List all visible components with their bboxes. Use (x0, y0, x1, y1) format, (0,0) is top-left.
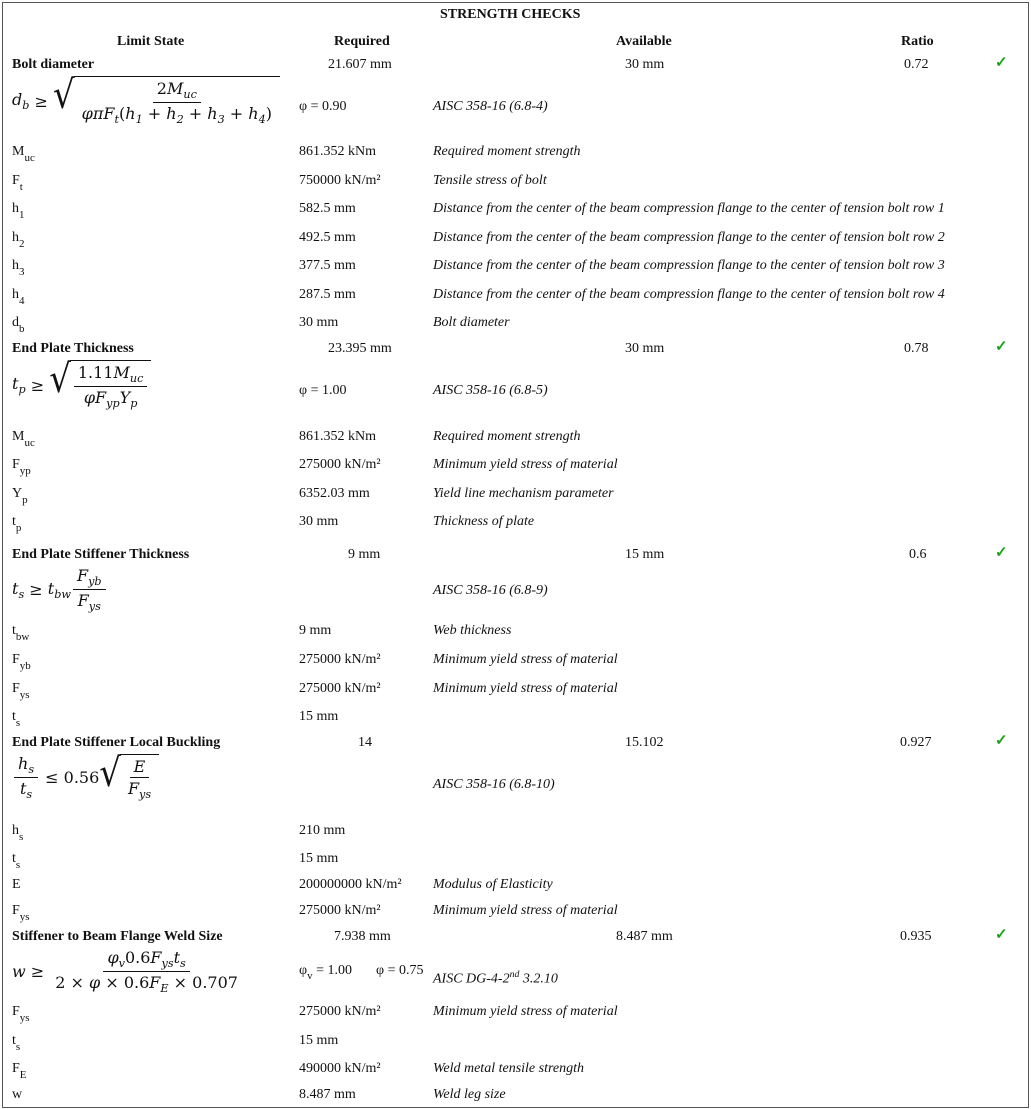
row-value: 15 mm (299, 709, 339, 724)
phi-value: φ = 1.00 (299, 383, 347, 398)
symbol: $h_s$ (12, 823, 24, 843)
header-ratio: Ratio (901, 34, 934, 49)
row-value: 861.352 kNm (299, 144, 376, 159)
symbol: $t_p$ (12, 514, 22, 534)
symbol: $F_{ys}$ (12, 681, 30, 701)
symbol: $F_{yb}$ (12, 652, 31, 672)
symbol: $Y_p$ (12, 486, 28, 506)
row-value: 8.487 mm (299, 1087, 356, 1102)
required-value: 21.607 mm (328, 57, 392, 72)
row-description: Minimum yield stress of material (433, 457, 618, 472)
symbol: $F_{ys}$ (12, 1004, 30, 1024)
row-description: Distance from the center of the beam compression flange to the center of tension bolt row 1 (433, 201, 945, 216)
required-value: 7.938 mm (334, 929, 391, 944)
row-value: 30 mm (299, 514, 339, 529)
row-description: Required moment strength (433, 144, 581, 159)
row-value: 30 mm (299, 315, 339, 330)
check-mark-icon: ✓ (995, 55, 1008, 71)
row-value: 377.5 mm (299, 258, 356, 273)
section-title: End Plate Stiffener Local Buckling (12, 735, 221, 750)
reference: AISC DG-4-2nd 3.2.10 (433, 969, 558, 987)
row-value: 275000 kN/m² (299, 652, 381, 667)
available-value: 30 mm (625, 57, 665, 72)
row-value: 9 mm (299, 623, 332, 638)
required-value: 23.395 mm (328, 341, 392, 356)
header-required: Required (334, 34, 390, 49)
reference: AISC 358-16 (6.8-10) (433, 777, 555, 792)
equation-stiffener-thickness: $t_s$ ≥ $t_{bw}$ $\frac{F_{yb}}{F_{ys}}$ (12, 566, 108, 613)
row-value: 861.352 kNm (299, 429, 376, 444)
row-description: Weld leg size (433, 1087, 506, 1102)
row-value: 287.5 mm (299, 287, 356, 302)
section-title: Bolt diameter (12, 57, 95, 72)
available-value: 8.487 mm (616, 929, 673, 944)
phi-value: φ = 0.75 (376, 963, 424, 978)
row-value: 6352.03 mm (299, 486, 370, 501)
symbol: $d_b$ (12, 315, 25, 335)
check-mark-icon: ✓ (995, 733, 1008, 749)
symbol: $M_{uc}$ (12, 144, 35, 164)
row-value: 492.5 mm (299, 230, 356, 245)
ratio-value: 0.927 (900, 735, 932, 750)
header-limit-state: Limit State (117, 34, 185, 49)
row-value: 275000 kN/m² (299, 681, 381, 696)
equation-local-buckling: $\frac{h_s}{t_s}$ ≤ 0.56 √ $\frac{E}{F_{ys}}$ (12, 754, 159, 801)
symbol: $t_s$ (12, 709, 21, 729)
row-value: 200000000 kN/m² (299, 877, 402, 892)
symbol: $h_2$ (12, 230, 25, 250)
phi-v-value: $\varphi_v = 1.00$ (299, 963, 352, 982)
symbol: $t_{bw}$ (12, 623, 30, 643)
symbol: $h_4$ (12, 287, 25, 307)
row-description: Bolt diameter (433, 315, 510, 330)
row-value: 275000 kN/m² (299, 457, 381, 472)
row-description: Thickness of plate (433, 514, 535, 529)
symbol: E (12, 877, 21, 892)
available-value: 15.102 (625, 735, 664, 750)
row-value: 582.5 mm (299, 201, 356, 216)
row-description: Tensile stress of bolt (433, 173, 547, 188)
page-title: STRENGTH CHECKS (440, 7, 581, 22)
row-value: 15 mm (299, 1033, 339, 1048)
row-description: Required moment strength (433, 429, 581, 444)
check-mark-icon: ✓ (995, 339, 1008, 355)
row-description: Modulus of Elasticity (433, 877, 553, 892)
check-mark-icon: ✓ (995, 545, 1008, 561)
symbol: $F_t$ (12, 173, 23, 193)
row-description: Distance from the center of the beam compression flange to the center of tension bolt row 4 (433, 287, 945, 302)
row-description: Minimum yield stress of material (433, 903, 618, 918)
row-value: 210 mm (299, 823, 346, 838)
row-description: Minimum yield stress of material (433, 652, 618, 667)
required-value: 9 mm (348, 547, 381, 562)
row-value: 275000 kN/m² (299, 1004, 381, 1019)
reference: AISC 358-16 (6.8-9) (433, 583, 548, 598)
symbol: w (12, 1087, 23, 1102)
row-value: 15 mm (299, 851, 339, 866)
symbol: $t_s$ (12, 851, 21, 871)
symbol: $F_{ys}$ (12, 903, 30, 923)
section-title: Stiffener to Beam Flange Weld Size (12, 929, 223, 944)
header-available: Available (616, 34, 672, 49)
row-description: Minimum yield stress of material (433, 681, 618, 696)
ratio-value: 0.6 (909, 547, 927, 562)
reference: AISC 358-16 (6.8-4) (433, 99, 548, 114)
row-description: Minimum yield stress of material (433, 1004, 618, 1019)
reference: AISC 358-16 (6.8-5) (433, 383, 548, 398)
row-value: 275000 kN/m² (299, 903, 381, 918)
row-description: Distance from the center of the beam compression flange to the center of tension bolt row 2 (433, 230, 945, 245)
symbol: $F_E$ (12, 1061, 27, 1081)
section-title: End Plate Stiffener Thickness (12, 547, 190, 562)
available-value: 15 mm (625, 547, 665, 562)
equation-end-plate-thickness: $t_p$ ≥ √ $\frac{1.11M_{uc}}{\varphi F_{yp}Y_p}$ (12, 360, 151, 410)
row-description: Weld metal tensile strength (433, 1061, 584, 1076)
symbol: $F_{yp}$ (12, 457, 31, 477)
row-description: Yield line mechanism parameter (433, 486, 614, 501)
equation-bolt-diameter: $d_b$ ≥ √ $\frac{2M_{uc}}{\varphi\pi F_t(h_1 + h_2 + h_3 + h_4)}$ (12, 76, 280, 126)
symbol: $t_s$ (12, 1033, 21, 1053)
section-title: End Plate Thickness (12, 341, 134, 356)
ratio-value: 0.935 (900, 929, 932, 944)
equation-weld-size: w ≥ $\frac{\varphi_v0.6F_{ys}t_s}{2 \times \varphi \times 0.6F_E \times 0.707}$ (12, 948, 238, 996)
row-description: Web thickness (433, 623, 512, 638)
row-value: 750000 kN/m² (299, 173, 381, 188)
row-description: Distance from the center of the beam compression flange to the center of tension bolt row 3 (433, 258, 945, 273)
ratio-value: 0.78 (904, 341, 929, 356)
symbol: $M_{uc}$ (12, 429, 35, 449)
check-mark-icon: ✓ (995, 927, 1008, 943)
row-value: 490000 kN/m² (299, 1061, 381, 1076)
required-value: 14 (358, 735, 372, 750)
symbol: $h_1$ (12, 201, 25, 221)
available-value: 30 mm (625, 341, 665, 356)
phi-value: φ = 0.90 (299, 99, 347, 114)
ratio-value: 0.72 (904, 57, 929, 72)
symbol: $h_3$ (12, 258, 25, 278)
